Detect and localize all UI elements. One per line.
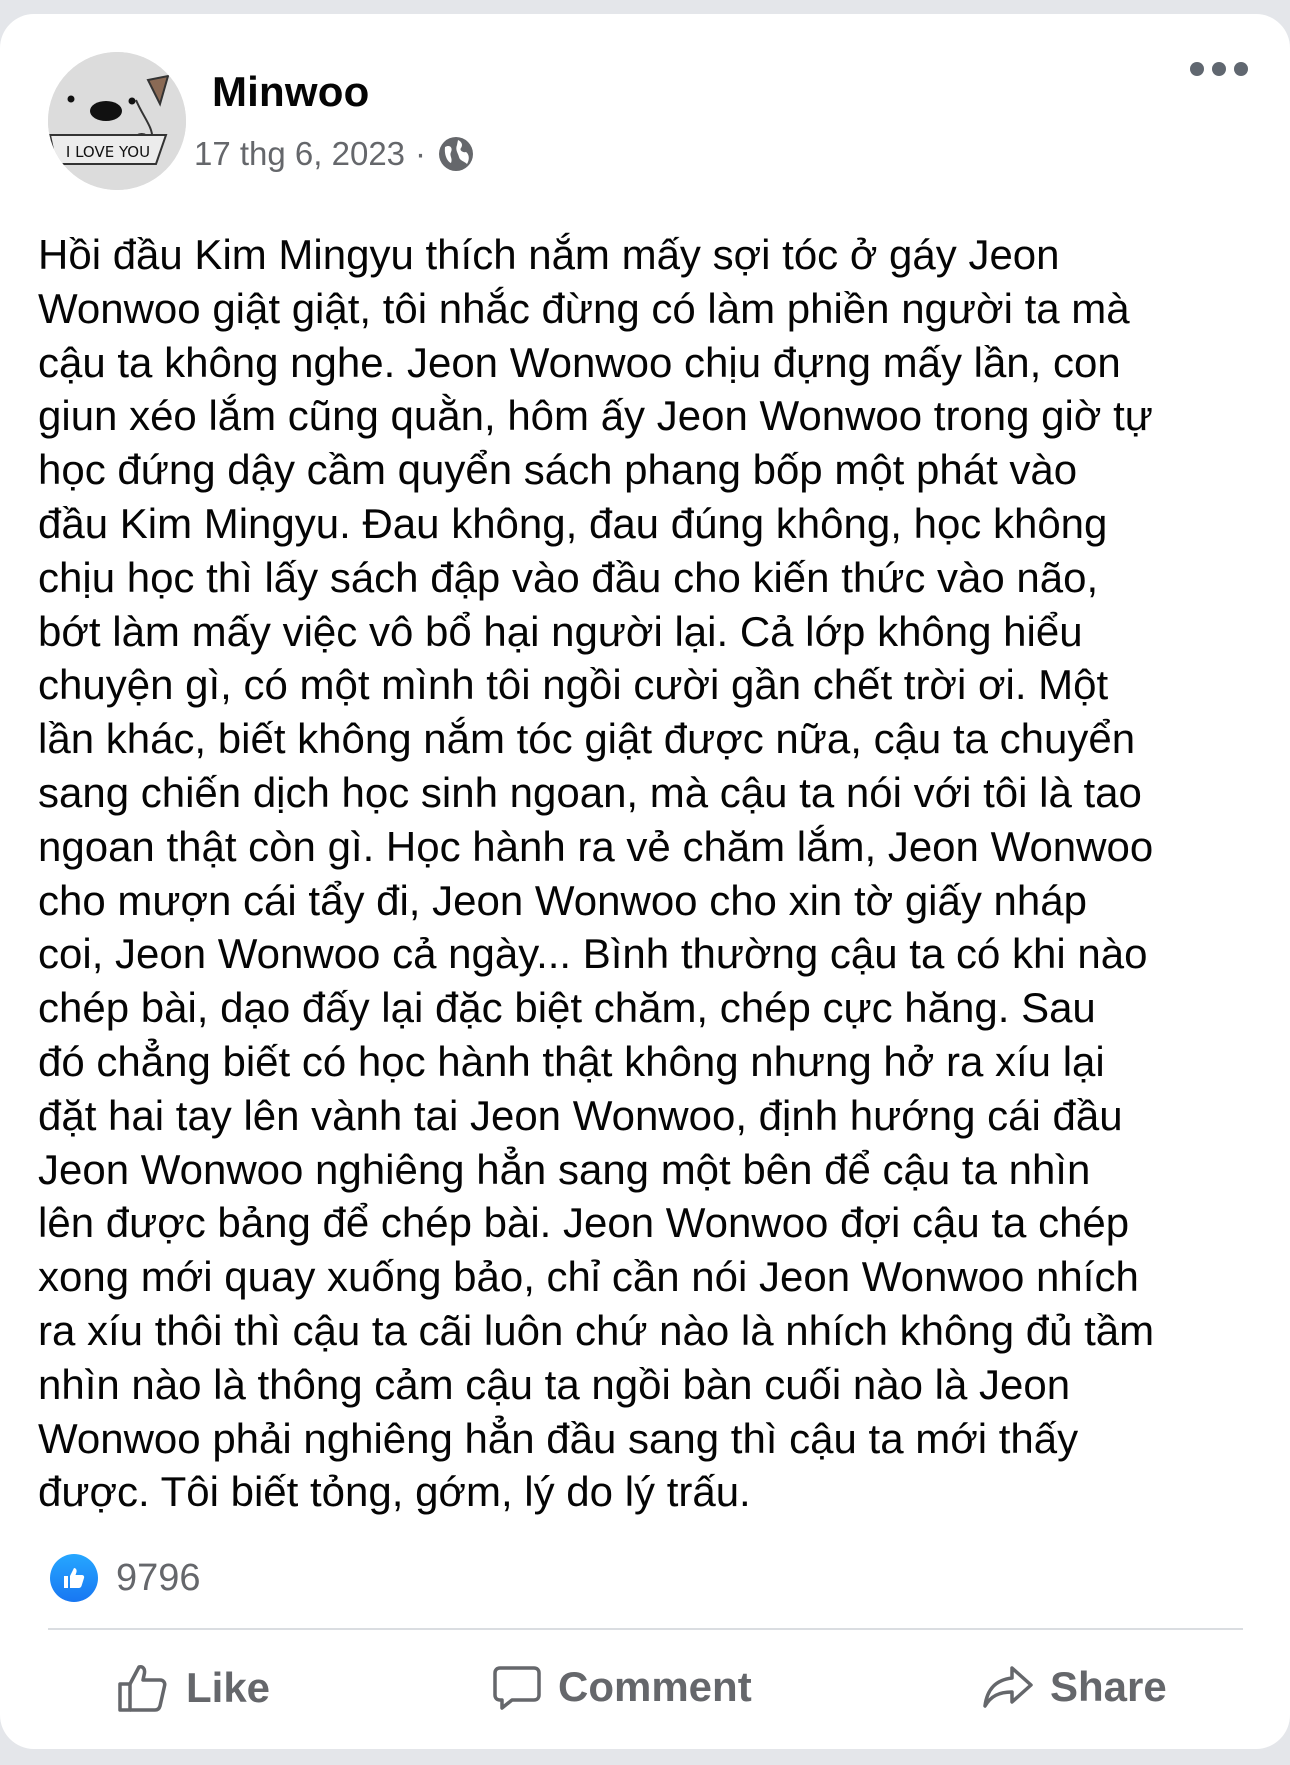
comment-icon xyxy=(492,1662,542,1712)
avatar[interactable] xyxy=(48,52,186,190)
more-options-button[interactable] xyxy=(1190,62,1248,76)
more-horizontal-icon xyxy=(1234,62,1248,76)
more-horizontal-icon xyxy=(1212,62,1226,76)
share-label: Share xyxy=(1050,1663,1167,1710)
post-card xyxy=(0,14,1290,1749)
reactions-summary[interactable] xyxy=(50,1554,201,1602)
meta-separator: · xyxy=(415,135,427,172)
comment-button[interactable] xyxy=(492,1662,752,1712)
author-name[interactable]: Minwoo xyxy=(212,68,370,115)
share-icon xyxy=(982,1662,1034,1712)
more-horizontal-icon xyxy=(1190,62,1204,76)
share-button[interactable] xyxy=(982,1662,1167,1712)
avatar-drawing xyxy=(48,52,186,190)
like-reaction-icon xyxy=(50,1554,98,1602)
post-meta xyxy=(194,134,476,174)
post-body: Hồi đầu Kim Mingyu thích nắm mấy sợi tóc ở gáy Jeon Wonwoo giật giật, tôi nhắc đừng có làm phiền người ta mà cậu ta không nghe. Jeon Wonwoo chịu đựng mấy lần, con giun xéo lắm cũng quằn, hôm ấy Jeon Wonwoo trong giờ tự học đứng dậy cầm quyển sách phang bốp một phát vào đầu Kim Mingyu. Đau không, đau đúng không, học không chịu học thì lấy sách đập vào đầu cho kiến thức vào não, bớt làm mấy việc vô bổ hại người lại. Cả lớp không hiểu chuyện gì, có một mình tôi ngồi cười gần chết trời ơi. Một lần khác, biết không nắm tóc giật được nữa, cậu ta chuyển sang chiến dịch học sinh ngoan, mà cậu ta nói với tôi là tao ngoan thật còn gì. Học hành ra vẻ chăm lắm, Jeon Wonwoo cho mượn cái tẩy đi, Jeon Wonwoo cho xin tờ giấy nháp coi, Jeon Wonwoo cả ngày... Bình thường cậu ta có khi nào chép bài, dạo đấy lại đặc biệt chăm, chép cực hăng. Sau đó chẳng biết có học hành thật không nhưng hở ra xíu lại đặt hai tay lên vành tai Jeon Wonwoo, định hướng cái đầu Jeon Wonwoo nghiêng hẳn sang một bên để cậu ta nhìn lên được bảng để chép bài. Jeon Wonwoo đợi cậu ta chép xong mới quay xuống bảo, chỉ cần nói Jeon Wonwoo nhích ra xíu thôi thì cậu ta cãi luôn chứ nào là nhích không đủ tầm nhìn nào là thông cảm cậu ta ngồi bàn cuối nào là Jeon Wonwoo phải nghiêng hẳn đầu sang thì cậu ta mới thấy được. Tôi biết tỏng, gớm, lý do lý trấu. xyxy=(38,231,1155,1516)
post-date[interactable]: 17 thg 6, 2023 xyxy=(194,135,406,172)
comment-label: Comment xyxy=(558,1663,752,1710)
reaction-count: 9796 xyxy=(116,1556,201,1599)
avatar-caption: I LOVE YOU xyxy=(65,143,151,161)
globe-icon xyxy=(436,134,476,174)
like-label: Like xyxy=(186,1664,271,1711)
post-actions xyxy=(0,1662,1290,1732)
thumbs-up-icon xyxy=(116,1662,170,1714)
actions-divider xyxy=(48,1628,1243,1630)
like-button[interactable] xyxy=(116,1662,270,1714)
